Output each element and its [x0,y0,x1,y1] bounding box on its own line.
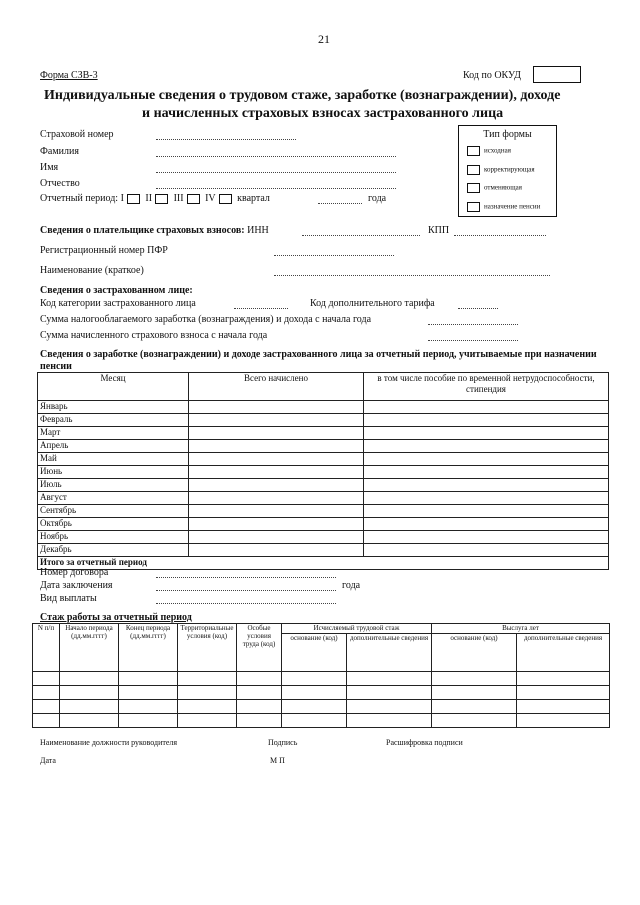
col-start: Начало периода (дд.мм.гггг) [60,624,119,672]
contract-number-field[interactable] [156,577,336,578]
short-name-label: Наименование (краткое) [40,265,144,276]
sub-long-basis: основание (код) [432,634,517,672]
footer-stamp: М П [270,756,285,765]
month-label: Май [38,453,189,466]
form-type-initial-label: исходная [484,146,511,155]
inn-label: ИНН [247,225,269,236]
contract-date-field[interactable] [156,590,336,591]
benefit-cell[interactable] [364,479,609,492]
form-type-pension-label: назначение пенсии [484,202,541,211]
table-row [38,414,609,427]
kpp-field[interactable] [454,235,546,236]
col-benefit: в том числе пособие по временной нетрудоспособности, стипендия [364,373,609,401]
form-type-initial-checkbox[interactable] [467,146,480,156]
total-cell[interactable] [189,401,364,414]
month-label: Июль [38,479,189,492]
col-n: N п/п [33,624,60,672]
tariff-code-label: Код дополнительного тарифа [310,298,435,309]
page-number: 21 [318,32,330,46]
month-label: Февраль [38,414,189,427]
period-I-label: I [120,193,124,204]
month-label: Январь [38,401,189,414]
month-label: Октябрь [38,518,189,531]
total-sum-cell[interactable] [189,557,364,570]
total-label: Итого за отчетный период [38,557,189,570]
table-row [38,531,609,544]
sub-calc-basis: основание (код) [282,634,347,672]
table-row [38,427,609,440]
contrib-sum-label: Сумма начисленного страхового взноса с начала года [40,330,268,341]
month-label: Июнь [38,466,189,479]
benefit-cell[interactable] [364,427,609,440]
benefit-cell[interactable] [364,544,609,557]
month-label: Ноябрь [38,531,189,544]
okud-label: Код по ОКУД [463,70,521,81]
table-row [38,544,609,557]
reg-number-label: Регистрационный номер ПФР [40,245,168,256]
tariff-code-field[interactable] [458,308,498,309]
table-row[interactable] [33,700,610,714]
payer-section [40,225,269,236]
total-row [38,557,609,570]
group-long: Выслуга лет [432,624,610,634]
footer-decoding: Расшифровка подписи [386,738,463,747]
period-I-checkbox[interactable] [127,194,140,204]
patronymic-label: Отчество [40,178,80,189]
period-II-label: II [145,193,153,204]
group-calc: Исчисляемый трудовой стаж [282,624,432,634]
taxable-sum-field[interactable] [428,324,518,325]
contract-date-label: Дата заключения [40,580,113,591]
patronymic-field[interactable] [156,188,396,189]
table-row[interactable] [33,686,610,700]
benefit-cell[interactable] [364,401,609,414]
payment-type-label: Вид выплаты [40,593,97,604]
col-total: Всего начислено [189,373,364,401]
category-code-field[interactable] [234,308,288,309]
period-III-checkbox[interactable] [187,194,200,204]
title-line1: Индивидуальные сведения о трудовом стаже, заработке (вознаграждении), доходе [44,88,561,103]
payment-type-field[interactable] [156,603,336,604]
form-type-title: Тип формы [483,129,532,140]
footer-position: Наименование должности руководителя [40,738,178,747]
total-cell[interactable] [189,466,364,479]
benefit-cell[interactable] [364,414,609,427]
okud-box[interactable] [533,66,581,83]
service-heading: Стаж работы за отчетный период [40,612,192,623]
total-cell[interactable] [189,453,364,466]
form-type-cancelling-label: отменяющая [484,183,522,192]
payer-heading: Сведения о плательщике страховых взносов: [40,225,245,236]
col-month: Месяц [38,373,189,401]
benefit-cell[interactable] [364,518,609,531]
total-cell[interactable] [189,492,364,505]
contract-year-label: года [342,580,361,591]
benefit-cell[interactable] [364,505,609,518]
total-cell[interactable] [189,544,364,557]
period-year-field[interactable] [318,203,362,204]
month-label: Апрель [38,440,189,453]
col-end: Конец периода (дд.мм.гггг) [119,624,178,672]
table-row[interactable] [33,714,610,728]
total-cell[interactable] [189,518,364,531]
short-name-field[interactable] [274,275,550,276]
period-II-checkbox[interactable] [155,194,168,204]
insured-heading: Сведения о застрахованном лице: [40,285,193,296]
benefit-cell[interactable] [364,440,609,453]
table-row [38,518,609,531]
total-benefit-cell[interactable] [364,557,609,570]
insurance-number-label: Страховой номер [40,129,114,140]
footer-signature: Подпись [268,738,298,747]
table-row [38,440,609,453]
form-type-corrective-label: корректирующая [484,165,535,174]
kpp-label: КПП [428,225,450,236]
total-cell[interactable] [189,427,364,440]
category-code-label: Код категории застрахованного лица [40,298,196,309]
benefit-cell[interactable] [364,466,609,479]
month-label: Март [38,427,189,440]
period-IV-label: IV [205,193,216,204]
reg-number-field[interactable] [274,255,394,256]
insurance-number-field[interactable] [156,139,296,140]
earnings-heading: Сведения о заработке (вознаграждении) и доходе застрахованного лица за отчетный период, учитываемые при назначении пенсии [40,349,597,372]
benefit-cell[interactable] [364,453,609,466]
surname-label: Фамилия [40,146,79,157]
total-cell[interactable] [189,440,364,453]
year-label: года [368,193,387,204]
contract-number-label: Номер договора [40,567,109,578]
table-row [38,466,609,479]
earnings-table [37,372,609,570]
taxable-sum-label: Сумма налогооблагаемого заработка (вознаграждения) и дохода с начала года [40,314,372,325]
form-type-box [458,125,557,217]
form-type-cancelling-checkbox[interactable] [467,183,480,193]
inn-field[interactable] [302,235,420,236]
table-row [38,453,609,466]
contrib-sum-field[interactable] [428,340,518,341]
name-label: Имя [40,162,59,173]
surname-field[interactable] [156,156,396,157]
total-cell[interactable] [189,505,364,518]
sub-calc-extra: дополнительные сведения [347,634,432,672]
table-row [38,492,609,505]
title-line2: и начисленных страховых взносах застрахованного лица [142,106,504,121]
footer-date: Дата [40,756,56,765]
total-cell[interactable] [189,479,364,492]
period-III-label: III [173,193,184,204]
table-row[interactable] [33,672,610,686]
reporting-period [40,193,270,204]
period-label: Отчетный период: [40,193,119,204]
name-field[interactable] [156,172,396,173]
month-label: Август [38,492,189,505]
form-type-corrective-checkbox[interactable] [467,165,480,175]
col-special: Особые условия труда (код) [237,624,282,672]
col-terr: Территориальные условия (код) [178,624,237,672]
benefit-cell[interactable] [364,531,609,544]
form-type-pension-checkbox[interactable] [467,202,480,212]
table-row [38,505,609,518]
table-row [38,479,609,492]
total-cell[interactable] [189,531,364,544]
month-label: Декабрь [38,544,189,557]
service-table [32,623,610,728]
sub-long-extra: дополнительные сведения [517,634,610,672]
form-name: Форма СЗВ-3 [40,70,98,81]
total-cell[interactable] [189,414,364,427]
period-IV-checkbox[interactable] [219,194,232,204]
quarter-label: квартал [237,193,270,204]
month-label: Сентябрь [38,505,189,518]
benefit-cell[interactable] [364,492,609,505]
table-row [38,401,609,414]
